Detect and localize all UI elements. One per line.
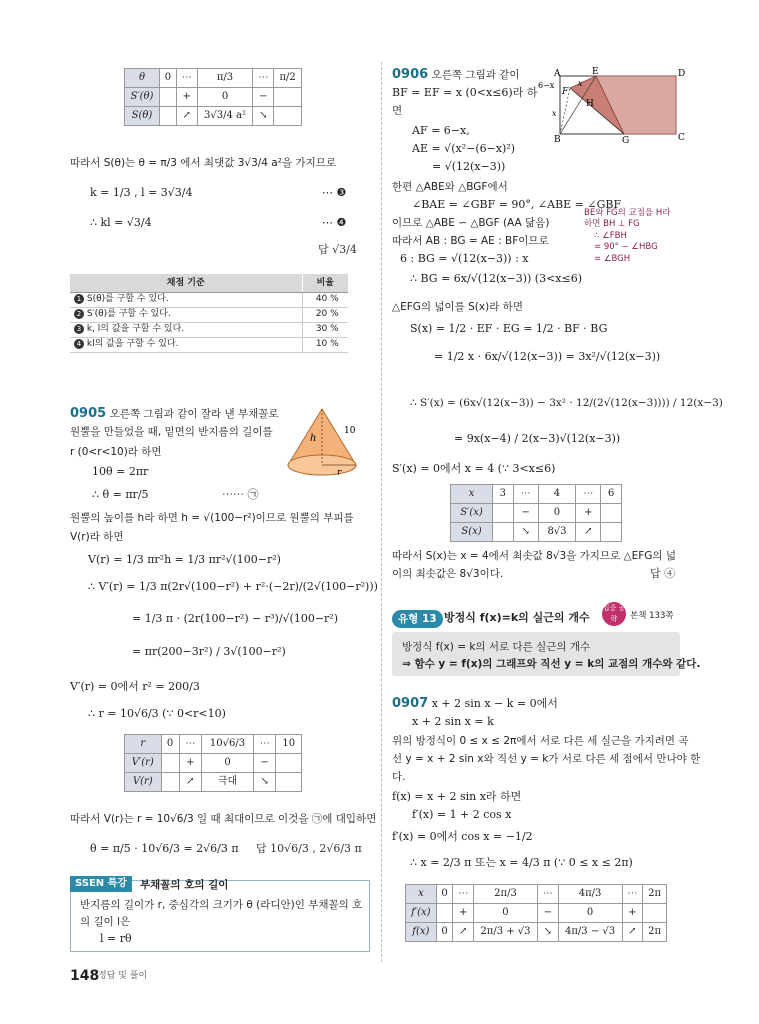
equation: = √(12(x−3)) xyxy=(432,160,506,173)
page-ref: 본책 133쪽 xyxy=(630,611,674,621)
text-line: 다. xyxy=(392,771,406,783)
fig-label: 6−x xyxy=(538,81,555,90)
equation: S(x) = 1/2 · EF · EG = 1/2 · BF · BG xyxy=(410,322,608,335)
table-cell: ⋯ xyxy=(453,885,474,904)
equation: = 1/3 π · (2r(100−r²) − r³)/√(100−r²) xyxy=(132,612,338,625)
fig-label: F xyxy=(562,87,569,97)
table-cell: 0 xyxy=(197,88,253,107)
equation: f′(x) = 1 + 2 cos x xyxy=(412,808,512,821)
table-row xyxy=(70,337,348,352)
table-cell xyxy=(159,88,176,107)
text-line: V(r)라 하면 xyxy=(70,531,124,543)
column-divider xyxy=(381,62,382,962)
table-cell: 0 xyxy=(436,923,453,942)
text-line: 이의 최솟값은 8√3이다. xyxy=(392,568,504,580)
table-cell: 6 xyxy=(601,485,622,504)
problem-0907-heading xyxy=(392,695,558,713)
step-badge: 3 xyxy=(74,324,84,334)
equation: f(x) = x + 2 sin x라 하면 xyxy=(392,790,522,803)
equation: ∴ V′(r) = 1/3 π(2r√(100−r²) + r²·(−2r)/(2√(100−r²))) xyxy=(88,580,378,593)
equation: 10θ = 2πr xyxy=(92,465,149,478)
table-cell: ↗ xyxy=(176,107,197,126)
table-cell: V(r) xyxy=(125,773,162,792)
table-cell xyxy=(643,904,667,923)
fig-label: D xyxy=(678,69,686,79)
problem-number: 0906 xyxy=(392,67,429,82)
fig-label: H xyxy=(586,99,594,109)
equation: = πr(200−3r²) / 3√(100−r²) xyxy=(132,645,286,658)
table-cell: − xyxy=(254,754,276,773)
step-badge: 1 xyxy=(74,294,84,304)
table-header: 채점 기준 xyxy=(70,274,302,292)
step-mark: ⋯ ❹ xyxy=(322,216,347,229)
equation: = 1/2 x · 6x/√(12(x−3)) = 3x²/√(12(x−3)) xyxy=(434,350,661,363)
table-cell: + xyxy=(453,904,474,923)
table-cell: ↗ xyxy=(179,773,201,792)
table-cell xyxy=(159,107,176,126)
equation: ∴ S′(x) = (6x√(12(x−3)) − 3x² · 12/(2√(12(x−3)))) / 12(x−3) xyxy=(410,397,723,409)
problem-number: 0905 xyxy=(70,406,107,421)
table-cell: + xyxy=(622,904,643,923)
table-cell xyxy=(274,107,302,126)
table-cell: θ xyxy=(125,69,160,88)
table-cell xyxy=(276,754,302,773)
type-title: 방정식 f(x)=k의 실근의 개수 xyxy=(444,611,590,624)
table-cell: 2π xyxy=(643,923,667,942)
theta-table xyxy=(124,68,302,126)
equation: ∴ x = 2/3 π 또는 x = 4/3 π (∵ 0 ≤ x ≤ 2π) xyxy=(410,856,633,869)
equation: ∠BAE = ∠GBF = 90°, ∠ABE = ∠GBF xyxy=(412,198,622,211)
text-line: 따라서 V(r)는 r = 10√6/3 일 때 최대이므로 이것을 ㉠에 대입하면 xyxy=(70,813,377,825)
table-cell: 0 xyxy=(159,69,176,88)
rectangle-figure xyxy=(536,66,686,146)
table-cell: x xyxy=(451,485,493,504)
text-line: 의 길이 l은 xyxy=(80,916,131,928)
table-cell: 0 xyxy=(202,754,254,773)
text-line: 면 xyxy=(392,105,403,117)
equation: S′(x) = 0에서 x = 4 (∵ 3<x≤6) xyxy=(392,462,556,475)
text-line: 위의 방정식이 0 ≤ x ≤ 2π에서 서로 다른 세 실근을 가지려면 곡 xyxy=(392,735,689,747)
table-cell: 0 xyxy=(473,904,537,923)
step-mark: ⋯ ❸ xyxy=(322,186,347,199)
page-label: 정답 및 풀이 xyxy=(98,971,148,981)
table-cell: ⋯ xyxy=(176,69,197,88)
step-badge: 4 xyxy=(74,339,84,349)
table-cell: ⋯ xyxy=(576,485,601,504)
text-line: ⇒ 함수 y = f(x)의 그래프와 직선 y = k의 교점의 개수와 같다. xyxy=(402,658,701,670)
table-cell: 2π/3 + √3 xyxy=(473,923,537,942)
table-cell: + xyxy=(176,88,197,107)
text-line: 반지름의 길이가 r, 중심각의 크기가 θ (라디안)인 부채꼴의 호 xyxy=(80,899,363,911)
equation: ∴ BG = 6x/√(12(x−3)) (3<x≤6) xyxy=(410,272,582,285)
equation: ∴ kl = √3/4 xyxy=(90,216,152,229)
step-badge: 2 xyxy=(74,309,84,319)
note-line: BE와 FG의 교점을 H라 xyxy=(584,208,671,218)
x-table-0906 xyxy=(450,484,622,542)
x-table-0907 xyxy=(405,884,667,942)
ssen-tag: SSEN 특강 xyxy=(70,876,132,892)
note-line: ∴ ∠FBH xyxy=(594,230,627,241)
text-line: 이므로 △ABE ∽ △BGF (AA 닮음) xyxy=(392,217,550,229)
table-cell: ↘ xyxy=(538,923,559,942)
table-cell: f′(x) xyxy=(406,904,437,923)
table-cell: ⋯ xyxy=(253,69,274,88)
text-line: r (0<r<10)라 하면 xyxy=(70,446,162,458)
table-cell xyxy=(493,523,513,542)
equation: V(r) = 1/3 πr²h = 1/3 πr²√(100−r²) xyxy=(88,553,281,566)
table-cell: 8√3 xyxy=(538,523,575,542)
criteria-text: kl의 값을 구할 수 있다. xyxy=(86,339,179,350)
table-row xyxy=(70,292,348,307)
equation: ∴ r = 10√6/3 (∵ 0<r<10) xyxy=(88,707,226,720)
type-badge: 유형 13 xyxy=(392,610,443,628)
table-cell: 0 xyxy=(436,885,453,904)
text-line: 한편 △ABE와 △BGF에서 xyxy=(392,181,508,193)
table-cell: ⋯ xyxy=(538,885,559,904)
text-line: 따라서 S(x)는 x = 4에서 최솟값 8√3을 가지므로 △EFG의 넓 xyxy=(392,550,677,562)
equation: = 9x(x−4) / 2(x−3)√(12(x−3)) xyxy=(454,432,621,445)
table-cell: − xyxy=(538,904,559,923)
table-header: 비율 xyxy=(302,274,348,292)
table-cell xyxy=(601,523,622,542)
table-cell: V′(r) xyxy=(125,754,162,773)
equation: x + 2 sin x = k xyxy=(412,715,494,728)
table-row xyxy=(70,307,348,322)
table-cell xyxy=(436,904,453,923)
type13-bar xyxy=(392,604,680,630)
table-cell: ⋯ xyxy=(513,485,538,504)
criteria-text: S(θ)를 구할 수 있다. xyxy=(86,294,169,305)
step-mark: ⋯⋯ ㉠ xyxy=(222,488,259,501)
text-line: 오른쪽 그림과 같이 잘라 낸 부채꼴로 xyxy=(109,408,279,420)
table-cell: ↗ xyxy=(622,923,643,942)
cone-figure xyxy=(282,405,364,481)
problem-number: 0907 xyxy=(392,696,429,711)
equation: AE = √(x²−(6−x)²) xyxy=(412,142,516,155)
equation: AF = 6−x, xyxy=(412,124,470,137)
type13-box xyxy=(392,632,701,676)
table-cell: x xyxy=(406,885,437,904)
problem-0905-heading xyxy=(70,405,279,423)
table-cell xyxy=(601,504,622,523)
table-cell: 0 xyxy=(161,735,179,754)
table-cell: 0 xyxy=(558,904,622,923)
fig-label: C xyxy=(678,133,685,143)
table-cell: r xyxy=(125,735,162,754)
table-cell: ↘ xyxy=(513,523,538,542)
note-line: 하면 BH ⊥ FG xyxy=(584,219,640,230)
table-cell xyxy=(161,754,179,773)
table-cell: ↗ xyxy=(453,923,474,942)
table-cell: 3√3/4 a² xyxy=(197,107,253,126)
text-line: 선 y = x + 2 sin x와 직선 y = k가 서로 다른 세 점에서 만나야 한 xyxy=(392,753,701,765)
table-cell: 3 xyxy=(493,485,513,504)
scoring-table xyxy=(70,274,348,353)
text-line: 원뿔을 만들었을 때, 밑면의 반지름의 길이를 xyxy=(70,426,273,438)
table-cell: ⋯ xyxy=(622,885,643,904)
page-number: 148 xyxy=(70,968,100,984)
answer: 답 √3/4 xyxy=(318,243,357,256)
table-cell xyxy=(161,773,179,792)
side-note xyxy=(584,208,670,265)
table-cell: π/2 xyxy=(274,69,302,88)
fig-label: h xyxy=(310,433,317,444)
text-line: 따라서 S(θ)는 θ = π/3 에서 최댓값 3√3/4 a²을 가지므로 xyxy=(70,157,336,169)
table-cell: π/3 xyxy=(197,69,253,88)
problem-0906-heading xyxy=(392,66,520,84)
table-row xyxy=(70,322,348,337)
table-cell: 10 xyxy=(276,735,302,754)
table-cell: 극대 xyxy=(202,773,254,792)
table-cell: S(x) xyxy=(451,523,493,542)
table-cell: ↘ xyxy=(253,107,274,126)
text-line: 원뿔의 높이를 h라 하면 h = √(100−r²)이므로 원뿔의 부피를 xyxy=(70,512,354,524)
table-cell: − xyxy=(253,88,274,107)
ratio-text: 40 % xyxy=(302,292,348,307)
answer: 답 10√6/3 , 2√6/3 π xyxy=(256,842,362,855)
fig-label: A xyxy=(554,69,561,79)
table-cell: + xyxy=(576,504,601,523)
text-line: 따라서 AB : BG = AE : BF이므로 xyxy=(392,235,549,247)
ratio-text: 20 % xyxy=(302,307,348,322)
table-cell: S′(θ) xyxy=(125,88,160,107)
ratio-text: 10 % xyxy=(302,337,348,352)
table-cell: ↘ xyxy=(254,773,276,792)
criteria-text: S′(θ)를 구할 수 있다. xyxy=(86,309,171,320)
table-cell: 4π/3 xyxy=(558,885,622,904)
table-cell: f(x) xyxy=(406,923,437,942)
ssen-title: 부채꼴의 호의 길이 xyxy=(140,879,229,891)
fig-label: E xyxy=(592,67,599,77)
table-cell xyxy=(276,773,302,792)
table-cell: 0 xyxy=(538,504,575,523)
fig-label: B xyxy=(554,135,561,145)
table-cell xyxy=(493,504,513,523)
table-cell: 4 xyxy=(538,485,575,504)
answer: 답 ④ xyxy=(650,567,676,580)
table-cell: ⋯ xyxy=(179,735,201,754)
text-line: 오른쪽 그림과 같이 xyxy=(431,69,520,81)
equation: 6 : BG = √(12(x−3)) : x xyxy=(400,252,529,265)
equation: l = rθ xyxy=(100,932,132,945)
text-line: △EFG의 넓이를 S(x)라 하면 xyxy=(392,301,523,313)
fig-label: x xyxy=(552,109,557,118)
table-cell: 10√6/3 xyxy=(202,735,254,754)
table-cell: S(θ) xyxy=(125,107,160,126)
text-line: BF = EF = x (0<x≤6)라 하 xyxy=(392,86,538,99)
table-cell: 2π xyxy=(643,885,667,904)
note-line: = 90° − ∠HBG xyxy=(594,242,658,253)
table-cell: ↗ xyxy=(576,523,601,542)
equation: x + 2 sin x − k = 0에서 xyxy=(431,697,558,710)
fig-label: r xyxy=(337,468,342,478)
focus-tag: 집중 공략 xyxy=(602,602,626,626)
criteria-text: k, l의 값을 구할 수 있다. xyxy=(86,324,185,335)
equation: θ = π/5 · 10√6/3 = 2√6/3 π xyxy=(90,842,239,855)
text-line: 방정식 f(x) = k의 서로 다른 실근의 개수 xyxy=(402,641,591,653)
fig-label: G xyxy=(622,136,630,146)
equation: f′(x) = 0에서 cos x = −1/2 xyxy=(392,830,533,843)
table-cell: S′(x) xyxy=(451,504,493,523)
table-cell: − xyxy=(513,504,538,523)
fig-label: x xyxy=(578,79,583,88)
equation: k = 1/3 , l = 3√3/4 xyxy=(90,186,193,199)
r-table xyxy=(124,734,302,792)
table-cell: 2π/3 xyxy=(473,885,537,904)
equation: V′(r) = 0에서 r² = 200/3 xyxy=(70,680,200,693)
table-cell: ⋯ xyxy=(254,735,276,754)
ratio-text: 30 % xyxy=(302,322,348,337)
fig-label: 10 xyxy=(344,426,356,436)
table-cell xyxy=(274,88,302,107)
equation: ∴ θ = πr/5 xyxy=(92,488,149,501)
note-line: = ∠BGH xyxy=(594,253,631,264)
table-cell: 4π/3 − √3 xyxy=(558,923,622,942)
table-cell: + xyxy=(179,754,201,773)
